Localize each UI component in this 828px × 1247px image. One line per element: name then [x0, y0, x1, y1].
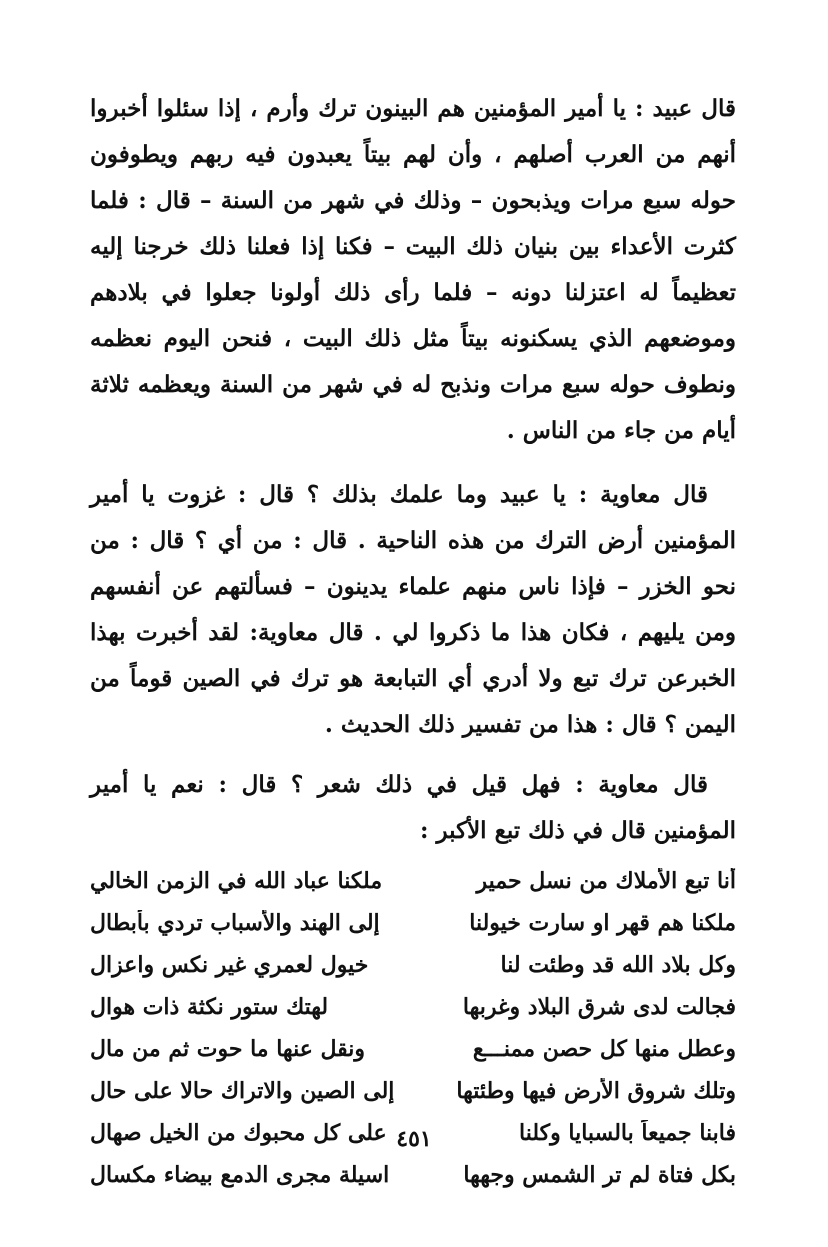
verse-second-hemistich: إلى الهند والأسباب تردي بأبطال: [90, 910, 380, 936]
poem-verse: [90, 1070, 736, 1112]
verse-first-hemistich: وتلك شروق الأرض فيها وطئتها: [456, 1078, 736, 1104]
verse-second-hemistich: على كل محبوك من الخيل صهال: [90, 1120, 387, 1146]
page-number: ٤٥١: [396, 1126, 432, 1152]
verse-first-hemistich: أنا تبع الأملاك من نسل حمير: [476, 868, 736, 894]
verse-first-hemistich: فابنا جميعاً بالسبايا وكلنا: [519, 1120, 736, 1146]
poem-verse: [90, 902, 736, 944]
verse-second-hemistich: ونقل عنها ما حوت ثم من مال: [90, 1036, 366, 1062]
poem-verse: [90, 1154, 736, 1196]
poem-verse: [90, 986, 736, 1028]
page-text: [90, 86, 736, 1186]
verse-first-hemistich: فجالت لدى شرق البلاد وغربها: [462, 994, 736, 1020]
verse-second-hemistich: خيول لعمري غير نكس واعزال: [90, 952, 369, 978]
poem-verse: [90, 944, 736, 986]
verse-second-hemistich: اسيلة مجرى الدمع بيضاء مكسال: [90, 1162, 390, 1188]
poem-verse: [90, 860, 736, 902]
paragraph-muawiya-question: قال معاوية : يا عبيد وما علمك بذلك ؟ قال : غزوت يا أمير المؤمنين أرض الترك من هذه الناحية . قال : من أي ؟ قال : من نحو الخزر – فإذا ناس منهم علماء يدينون – فسألتهم عن أنفسهم ومن يليهم ، فكان هذا ما ذكروا لي . قال معاوية: لقد أخبرت بهذا الخبرعن ترك تبع ولا أدري أي التبابعة هو ترك في الصين قوماً من اليمن ؟ قال : هذا من تفسير ذلك الحديث .: [90, 481, 736, 738]
verse-first-hemistich: ملكنا هم قهر او سارت خيولنا: [469, 910, 736, 936]
verse-first-hemistich: بكل فتاة لم تر الشمس وجهها: [463, 1162, 736, 1188]
verse-second-hemistich: إلى الصين والاتراك حالا على حال: [90, 1078, 395, 1104]
paragraph-obaid-answer: قال عبيد : يا أمير المؤمنين هم البينون ترك وأرم ، إذا سئلوا أخبروا أنهم من العرب أصلهم ، وأن لهم بيتاً يعبدون فيه ربهم ويطوفون حوله سبع مرات ويذبحون – وذلك في شهر من السنة – قال : فلما كثرت الأعداء بين بنيان ذلك البيت – فكنا إذا فعلنا ذلك خرجنا إليه تعظيماً له اعتزلنا دونه – فلما رأى ذلك أولونا جعلوا في بلادهم وموضعهم الذي يسكنونه بيتاً مثل ذلك البيت ، فنحن اليوم نعظمه ونطوف حوله سبع مرات ونذبح له في شهر من السنة ويعظمه ثلاثة أيام من جاء من الناس .: [90, 95, 736, 444]
verse-second-hemistich: ملكنا عباد الله في الزمن الخالي: [90, 868, 383, 894]
verse-first-hemistich: وعطل منها كل حصن ممنـــع: [472, 1036, 736, 1062]
poem-verse: [90, 1028, 736, 1070]
verse-second-hemistich: لهتك ستور نكثة ذات هوال: [90, 994, 329, 1020]
verse-first-hemistich: وكل بلاد الله قد وطئت لنا: [500, 952, 736, 978]
paragraph-poem-intro: قال معاوية : فهل قيل في ذلك شعر ؟ قال : نعم يا أمير المؤمنين قال في ذلك تبع الأكبر :: [90, 771, 736, 844]
